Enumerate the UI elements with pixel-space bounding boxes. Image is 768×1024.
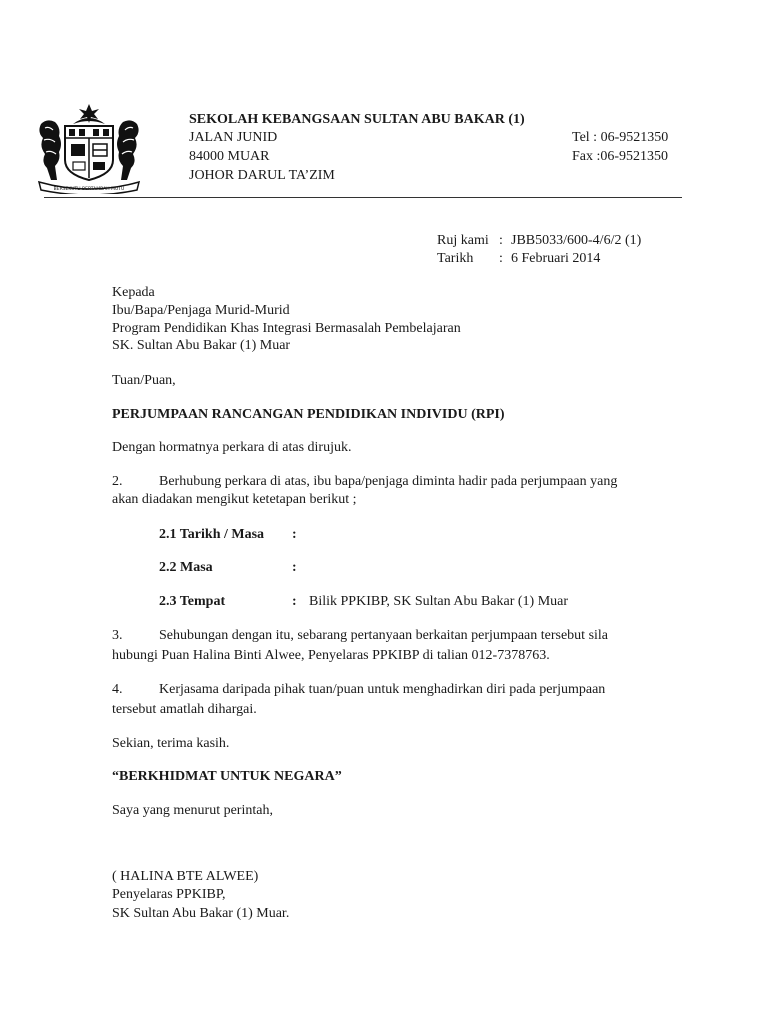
header-divider — [44, 197, 682, 198]
detail-venue-value: Bilik PPKIBP, SK Sultan Abu Bakar (1) Muar — [309, 594, 569, 609]
address-line-2: 84000 MUAR — [189, 149, 270, 164]
intro-text: Dengan hormatnya perkara di atas dirujuk. — [112, 440, 352, 455]
salutation: Tuan/Puan, — [112, 373, 176, 388]
ref-number: JBB5033/600-4/6/2 (1) — [511, 233, 642, 248]
detail-date-time-colon: : — [292, 527, 297, 542]
date-label: Tarikh — [437, 251, 474, 266]
svg-text:BERSEKUTU BERTAMBAH MUTU: BERSEKUTU BERTAMBAH MUTU — [53, 187, 125, 192]
recipient-line-1: Kepada — [112, 285, 155, 300]
signatory-org: SK Sultan Abu Bakar (1) Muar. — [112, 906, 290, 921]
sign-off: Saya yang menurut perintah, — [112, 803, 273, 818]
recipient-line-3: Program Pendidikan Khas Integrasi Bermasalah Pembelajaran — [112, 321, 461, 336]
signatory-title: Penyelaras PPKIBP, — [112, 887, 226, 902]
detail-time-label: 2.2 Masa — [159, 560, 213, 575]
date-value: 6 Februari 2014 — [511, 251, 601, 266]
date-colon: : — [499, 251, 503, 266]
para-4-number: 4. — [112, 682, 123, 697]
detail-date-time-label: 2.1 Tarikh / Masa — [159, 527, 265, 542]
subject-heading: PERJUMPAAN RANCANGAN PENDIDIKAN INDIVIDU (RPI) — [112, 407, 505, 422]
detail-time-colon: : — [292, 560, 297, 575]
para-3-line-1: Sehubungan dengan itu, sebarang pertanyaan berkaitan perjumpaan tersebut sila — [159, 628, 609, 643]
para-3-line-2: hubungi Puan Halina Binti Alwee, Penyelaras PPKIBP di talian 012-7378763. — [112, 648, 550, 663]
closing-text: Sekian, terima kasih. — [112, 736, 230, 751]
para-3-number: 3. — [112, 628, 123, 643]
para-4-line-2: tersebut amatlah dihargai. — [112, 702, 257, 717]
motto: “BERKHIDMAT UNTUK NEGARA” — [112, 769, 342, 784]
para-2-number: 2. — [112, 474, 123, 489]
recipient-line-4: SK. Sultan Abu Bakar (1) Muar — [112, 338, 291, 353]
ref-label: Ruj kami — [437, 233, 489, 248]
recipient-line-2: Ibu/Bapa/Penjaga Murid-Murid — [112, 303, 290, 318]
school-name: SEKOLAH KEBANGSAAN SULTAN ABU BAKAR (1) — [189, 112, 525, 127]
address-line-3: JOHOR DARUL TA’ZIM — [189, 168, 335, 183]
telephone: Tel : 06-9521350 — [572, 130, 669, 145]
address-line-1: JALAN JUNID — [189, 130, 278, 145]
fax: Fax :06-9521350 — [572, 149, 669, 164]
para-2-line-2: akan diadakan mengikut ketetapan berikut ; — [112, 492, 357, 507]
detail-venue-colon: : — [292, 594, 297, 609]
para-2-line-1: Berhubung perkara di atas, ibu bapa/penjaga diminta hadir pada perjumpaan yang — [159, 474, 618, 489]
para-4-line-1: Kerjasama daripada pihak tuan/puan untuk menghadirkan diri pada perjumpaan — [159, 682, 606, 697]
coat-of-arms-icon — [33, 102, 145, 194]
signatory-name: ( HALINA BTE ALWEE) — [112, 869, 259, 884]
ref-colon: : — [499, 233, 503, 248]
detail-venue-label: 2.3 Tempat — [159, 594, 226, 609]
